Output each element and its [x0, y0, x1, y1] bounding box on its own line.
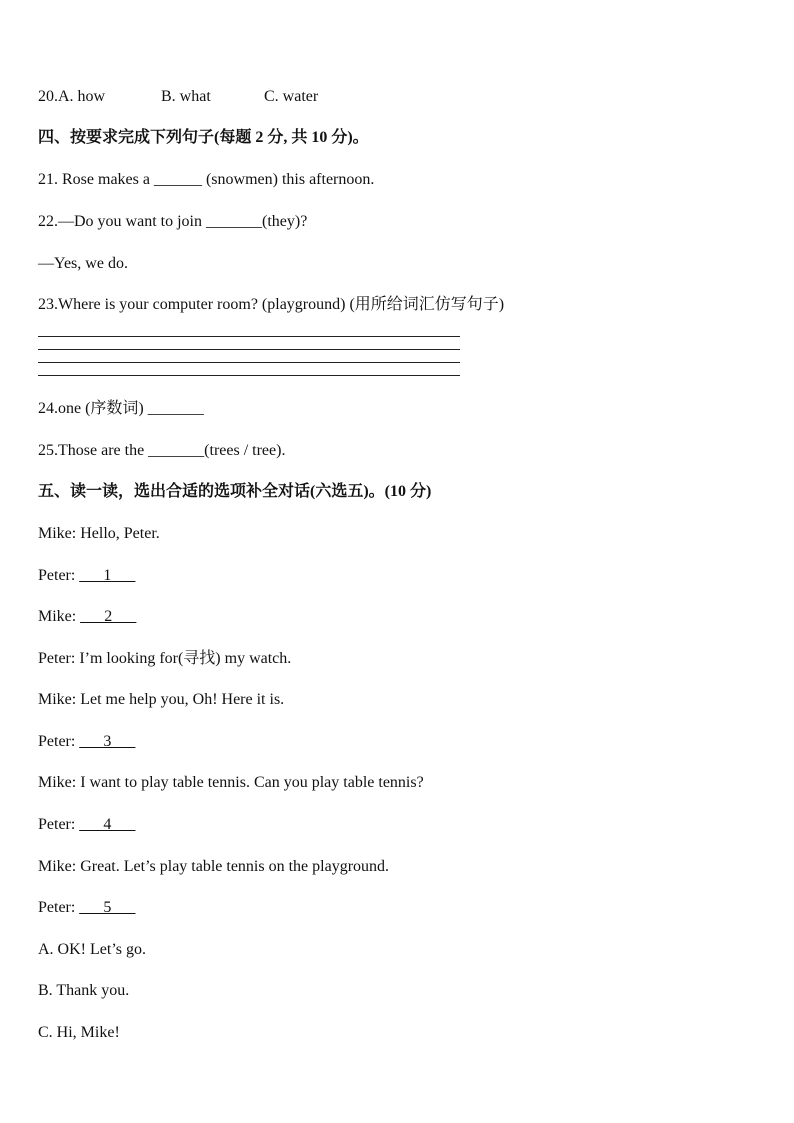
- q25-text: 25.Those are the _______(trees / tree).: [38, 442, 286, 459]
- option-b: B. Thank you.: [38, 982, 130, 999]
- q20-number-and-option-a: [38, 87, 105, 107]
- dialogue-line: [38, 607, 136, 627]
- q20-option-b: B. what: [161, 88, 211, 105]
- dialogue-line: [38, 566, 135, 586]
- dialogue-speaker: Peter:: [38, 650, 76, 667]
- dialogue-text: I want to play table tennis. Can you play table tennis?: [80, 774, 424, 791]
- dialogue-blank-5: ___5___: [79, 899, 136, 916]
- q23-answer-line: [38, 336, 460, 337]
- q24-text: 24.one (序数词) _______: [38, 400, 204, 417]
- dialogue-blank-1: ___1___: [79, 567, 136, 584]
- q23-answer-line: [38, 362, 460, 363]
- dialogue-blank-3: ___3___: [79, 733, 136, 750]
- q22-reply: —Yes, we do.: [38, 255, 128, 272]
- q20-option-c: C. water: [264, 88, 319, 105]
- q21-text: 21. Rose makes a ______ (snowmen) this afternoon.: [38, 171, 375, 188]
- dialogue-text: Great. Let’s play table tennis on the playground.: [80, 858, 390, 875]
- dialogue-line: [38, 857, 389, 877]
- dialogue-blank-2: ___2___: [80, 608, 137, 625]
- dialogue-line: [38, 690, 284, 710]
- dialogue-speaker: Peter:: [38, 733, 76, 750]
- section4-heading: 四、按要求完成下列句子(每题 2 分, 共 10 分)。: [38, 129, 369, 146]
- q23-text: 23.Where is your computer room? (playground) (用所给词汇仿写句子): [38, 296, 505, 313]
- dialogue-speaker: Peter:: [38, 567, 76, 584]
- dialogue-line: [38, 898, 135, 918]
- dialogue-speaker: Mike:: [38, 858, 77, 875]
- option-a: A. OK! Let’s go.: [38, 941, 146, 958]
- q22-question: 22.—Do you want to join _______(they)?: [38, 213, 308, 230]
- dialogue-line: [38, 815, 135, 835]
- q20-option-a: A. how: [58, 88, 106, 105]
- dialogue-speaker: Mike:: [38, 608, 77, 625]
- dialogue-speaker: Mike:: [38, 691, 77, 708]
- q23-answer-line: [38, 375, 460, 376]
- dialogue-speaker: Peter:: [38, 816, 76, 833]
- q23-answer-line: [38, 349, 460, 350]
- dialogue-line: [38, 649, 291, 669]
- dialogue-line: [38, 732, 135, 752]
- dialogue-speaker: Peter:: [38, 899, 76, 916]
- dialogue-blank-4: ___4___: [79, 816, 136, 833]
- section5-heading: 五、读一读，选出合适的选项补全对话(六选五)。(10 分): [38, 483, 432, 500]
- dialogue-text: Hello, Peter.: [80, 525, 160, 542]
- dialogue-line: [38, 524, 160, 544]
- option-c: C. Hi, Mike!: [38, 1024, 120, 1041]
- dialogue-line: [38, 773, 424, 793]
- dialogue-speaker: Mike:: [38, 774, 77, 791]
- dialogue-text: Let me help you, Oh! Here it is.: [80, 691, 285, 708]
- dialogue-text: I’m looking for(寻找) my watch.: [79, 650, 292, 667]
- dialogue-speaker: Mike:: [38, 525, 77, 542]
- q20-number: 20.: [38, 88, 58, 105]
